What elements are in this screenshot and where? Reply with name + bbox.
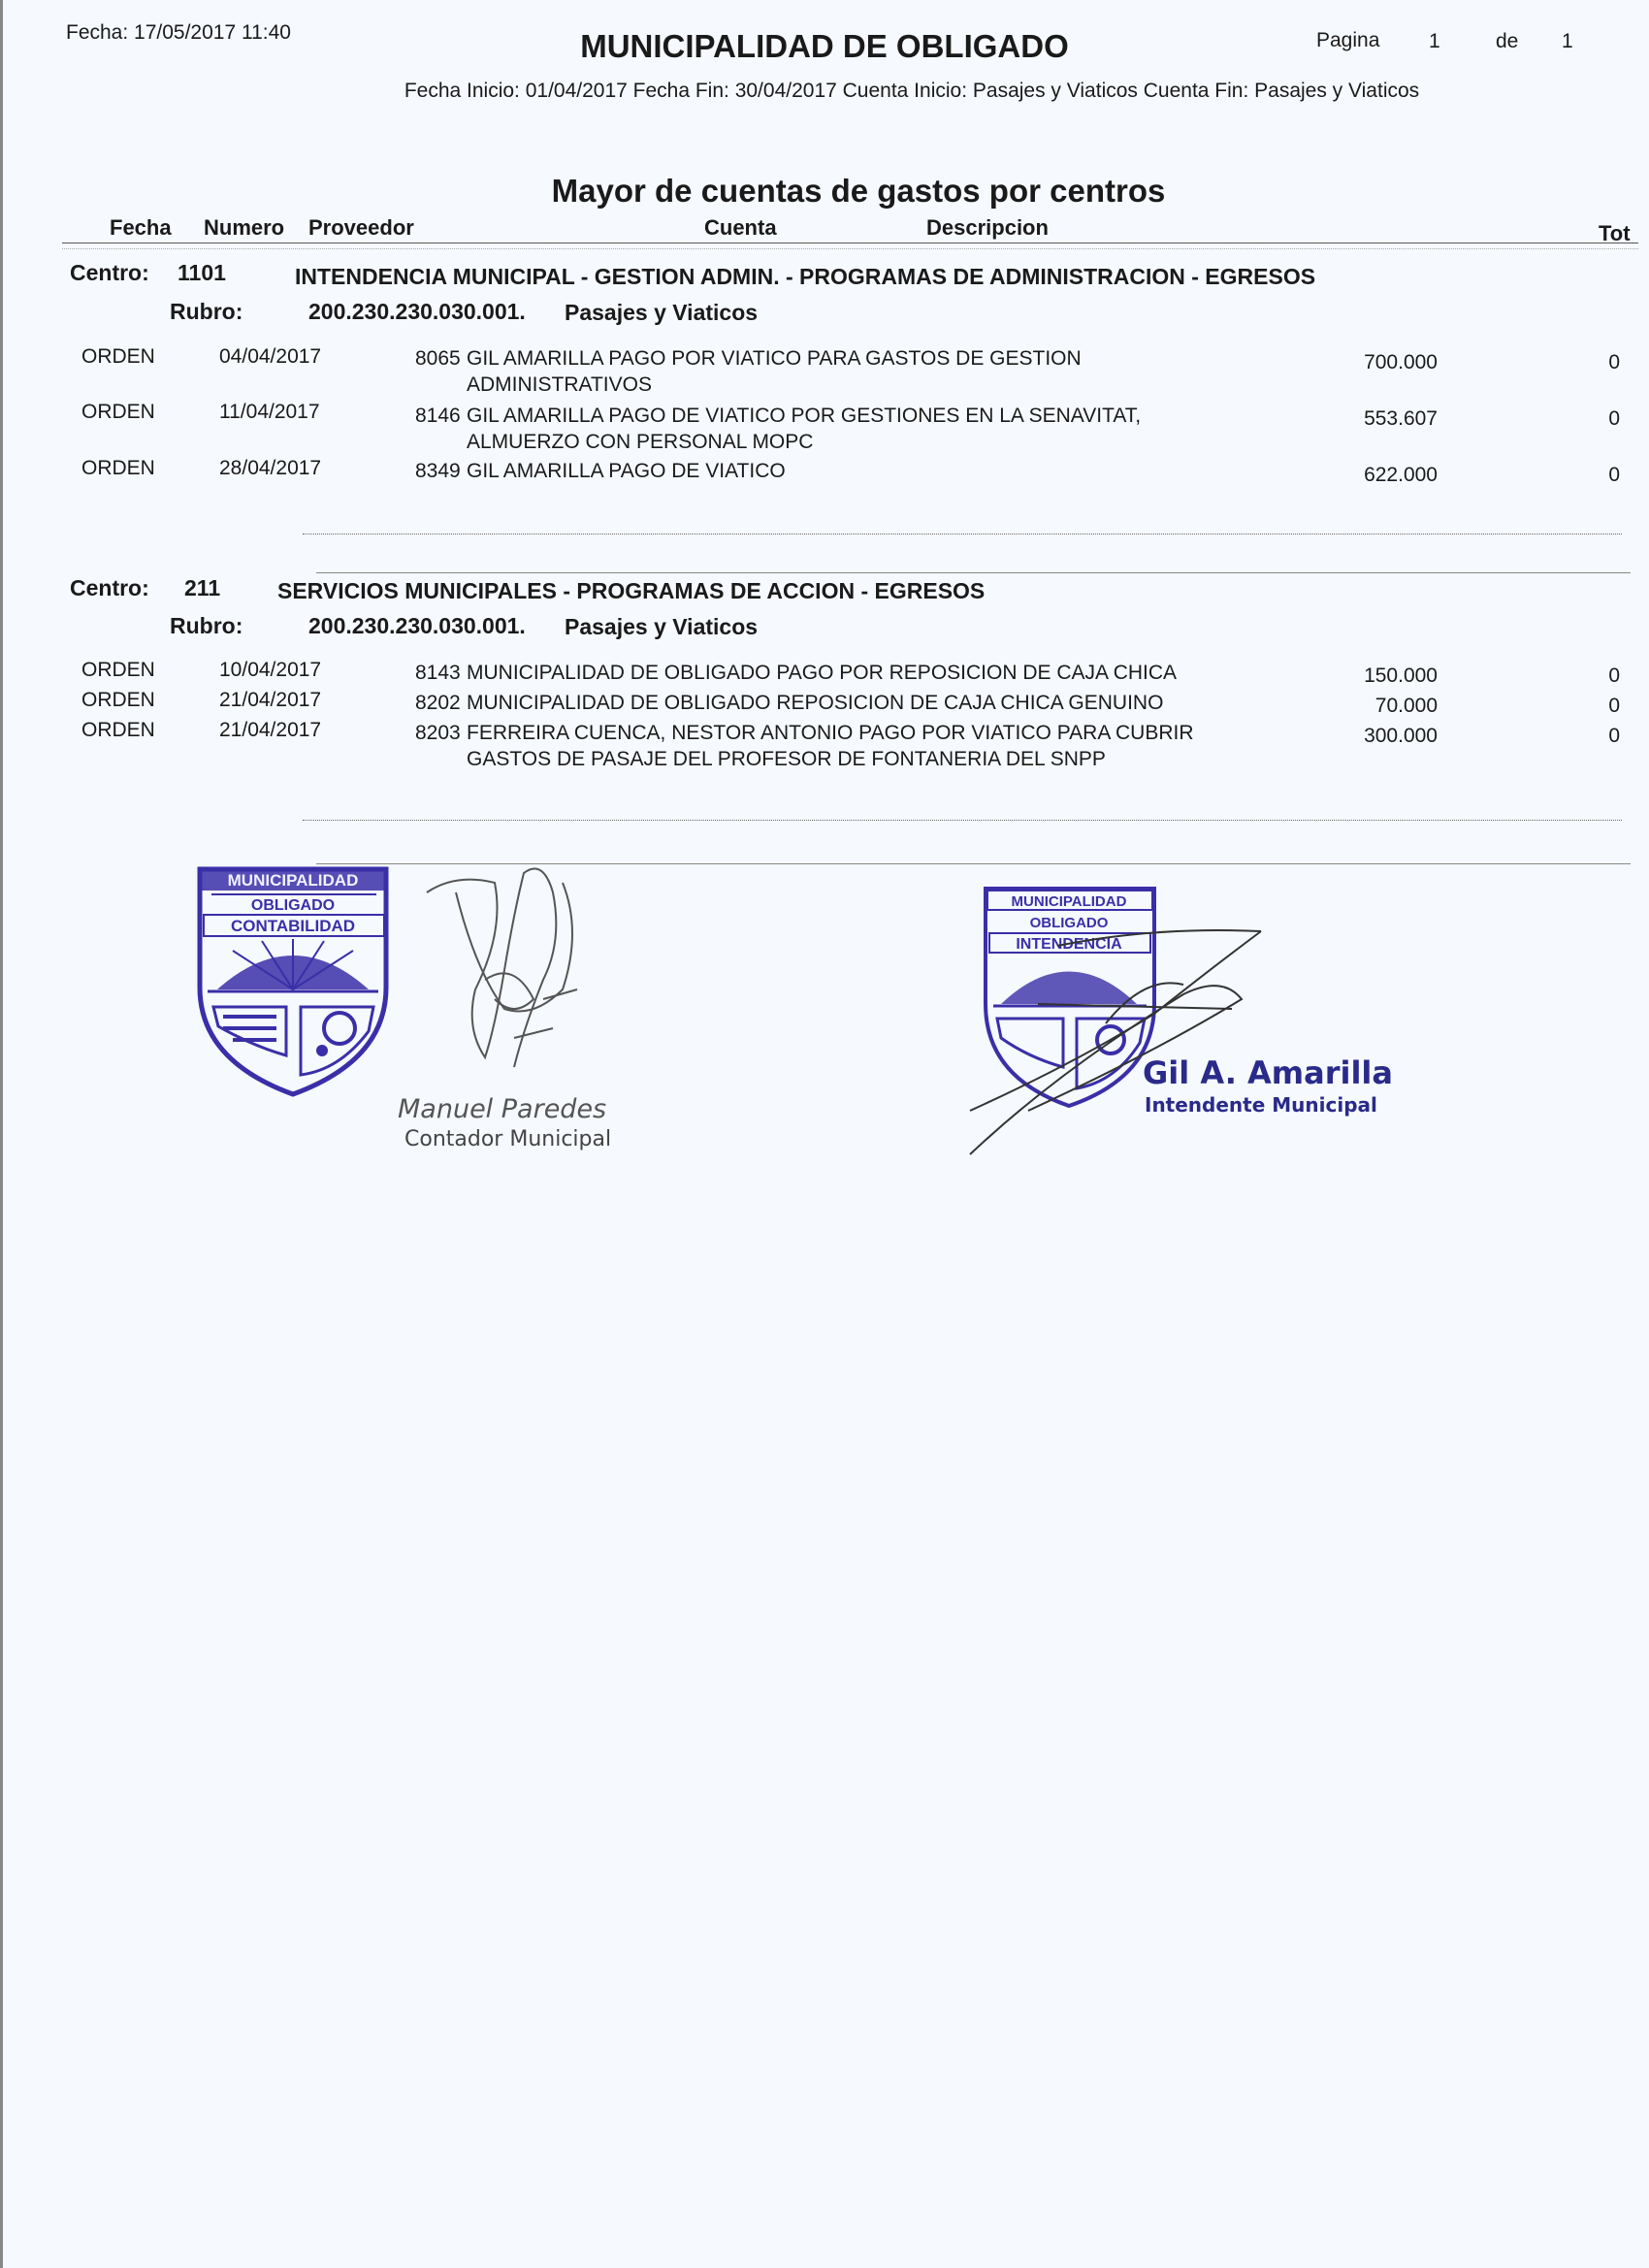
- row-fecha: 10/04/2017: [219, 659, 322, 681]
- centro-code: 211: [184, 575, 221, 600]
- row-fecha: 11/04/2017: [219, 401, 320, 423]
- row-numero: 8065: [415, 347, 461, 370]
- row-desc: GIL AMARILLA PAGO DE VIATICO POR GESTIONES EN LA SENAVITAT,: [467, 405, 1142, 427]
- row-desc: MUNICIPALIDAD DE OBLIGADO PAGO POR REPOSICION DE CAJA CHICA: [467, 662, 1178, 684]
- row-numero: 8143: [415, 662, 461, 684]
- centro-label: Centro:: [70, 260, 149, 285]
- row-desc-cont: ADMINISTRATIVOS: [467, 373, 652, 396]
- page-title: MUNICIPALIDAD DE OBLIGADO: [580, 28, 1069, 64]
- row-numero: 8202: [415, 692, 461, 714]
- page-total: 1: [1562, 30, 1573, 52]
- intendente-name: Gil A. Amarilla: [1143, 1054, 1393, 1091]
- row-numero: 8203: [415, 722, 461, 744]
- row-fecha: 21/04/2017: [219, 689, 322, 711]
- row-desc: GIL AMARILLA PAGO POR VIATICO PARA GASTOS DE GESTION: [467, 347, 1082, 370]
- stamp-line-2: OBLIGADO: [250, 897, 336, 914]
- contabilidad-stamp: [194, 861, 393, 1099]
- row-fecha: 28/04/2017: [219, 457, 322, 479]
- row-monto: 70.000: [1374, 695, 1438, 717]
- row-tipo: ORDEN: [81, 401, 155, 423]
- stamp-line-2: OBLIGADO: [1029, 915, 1109, 931]
- subtotal-rule: [303, 820, 1622, 821]
- contador-name: Manuel Paredes: [398, 1094, 607, 1124]
- section-rule: [316, 572, 1631, 573]
- rubro-code: 200.230.230.030.001.: [308, 299, 526, 324]
- col-fecha: Fecha: [110, 215, 172, 240]
- row-desc: MUNICIPALIDAD DE OBLIGADO REPOSICION DE CAJA CHICA GENUINO: [467, 692, 1164, 714]
- row-monto: 300.000: [1364, 725, 1438, 747]
- centro-name: INTENDENCIA MUNICIPAL - GESTION ADMIN. - PROGRAMAS DE ADMINISTRACION - EGRESOS: [295, 264, 1316, 289]
- centro-name: SERVICIOS MUNICIPALES - PROGRAMAS DE ACCION - EGRESOS: [277, 578, 986, 603]
- scan-edge: [0, 0, 3, 2268]
- stamp-line-3: INTENDENCIA: [1016, 936, 1122, 953]
- row-desc: GIL AMARILLA PAGO DE VIATICO: [467, 460, 786, 482]
- row-tipo: ORDEN: [81, 457, 155, 479]
- rubro-name: Pasajes y Viaticos: [565, 300, 759, 325]
- row-desc-cont: GASTOS DE PASAJE DEL PROFESOR DE FONTANERIA DEL SNPP: [467, 748, 1106, 770]
- row-total: 0: [1608, 725, 1620, 747]
- row-monto: 622.000: [1364, 464, 1438, 486]
- row-desc-cont: ALMUERZO CON PERSONAL MOPC: [467, 431, 814, 453]
- page-of-label: de: [1496, 30, 1519, 52]
- page-number: 1: [1429, 30, 1440, 52]
- stamp-line-1: MUNICIPALIDAD: [1011, 893, 1127, 910]
- col-numero: Numero: [204, 215, 285, 240]
- report-title: Mayor de cuentas de gastos por centros: [551, 173, 1166, 209]
- row-tipo: ORDEN: [81, 345, 155, 368]
- col-cuenta: Cuenta: [704, 215, 777, 240]
- row-fecha: 21/04/2017: [219, 719, 322, 741]
- rubro-label: Rubro:: [170, 613, 243, 638]
- row-monto: 553.607: [1364, 407, 1438, 430]
- row-monto: 700.000: [1364, 351, 1438, 373]
- row-monto: 150.000: [1364, 664, 1438, 687]
- col-descripcion: Descripcion: [926, 215, 1049, 240]
- centro-code: 1101: [178, 260, 226, 285]
- row-tipo: ORDEN: [81, 689, 155, 711]
- row-numero: 8146: [415, 405, 461, 427]
- row-tipo: ORDEN: [81, 719, 155, 741]
- print-date: Fecha: 17/05/2017 11:40: [66, 21, 291, 44]
- intendente-role: Intendente Municipal: [1145, 1093, 1377, 1117]
- row-total: 0: [1608, 664, 1620, 687]
- intendente-signature: [960, 917, 1290, 1159]
- rubro-name: Pasajes y Viaticos: [565, 614, 759, 639]
- subtotal-rule: [303, 534, 1622, 535]
- filter-line: Fecha Inicio: 01/04/2017 Fecha Fin: 30/04/2017 Cuenta Inicio: Pasajes y Viaticos Cuenta Fin: Pasajes y Viaticos: [404, 80, 1420, 102]
- contador-role: Contador Municipal: [404, 1127, 612, 1151]
- rubro-label: Rubro:: [170, 299, 243, 324]
- row-numero: 8349: [415, 460, 461, 482]
- row-total: 0: [1608, 464, 1620, 486]
- row-fecha: 04/04/2017: [219, 345, 322, 368]
- header-rule-dotted: [62, 248, 1638, 249]
- col-proveedor: Proveedor: [308, 215, 414, 240]
- col-total: Tot: [1599, 221, 1631, 245]
- row-desc: FERREIRA CUENCA, NESTOR ANTONIO PAGO POR VIATICO PARA CUBRIR: [467, 722, 1194, 744]
- row-total: 0: [1608, 351, 1620, 373]
- centro-label: Centro:: [70, 575, 149, 600]
- stamp-line-1: MUNICIPALIDAD: [227, 871, 359, 890]
- stamp-line-3: CONTABILIDAD: [230, 917, 356, 935]
- page-label: Pagina: [1316, 29, 1380, 51]
- row-total: 0: [1608, 695, 1620, 717]
- row-tipo: ORDEN: [81, 659, 155, 681]
- row-total: 0: [1608, 407, 1620, 430]
- rubro-code: 200.230.230.030.001.: [308, 613, 526, 638]
- contador-signature: [417, 854, 611, 1086]
